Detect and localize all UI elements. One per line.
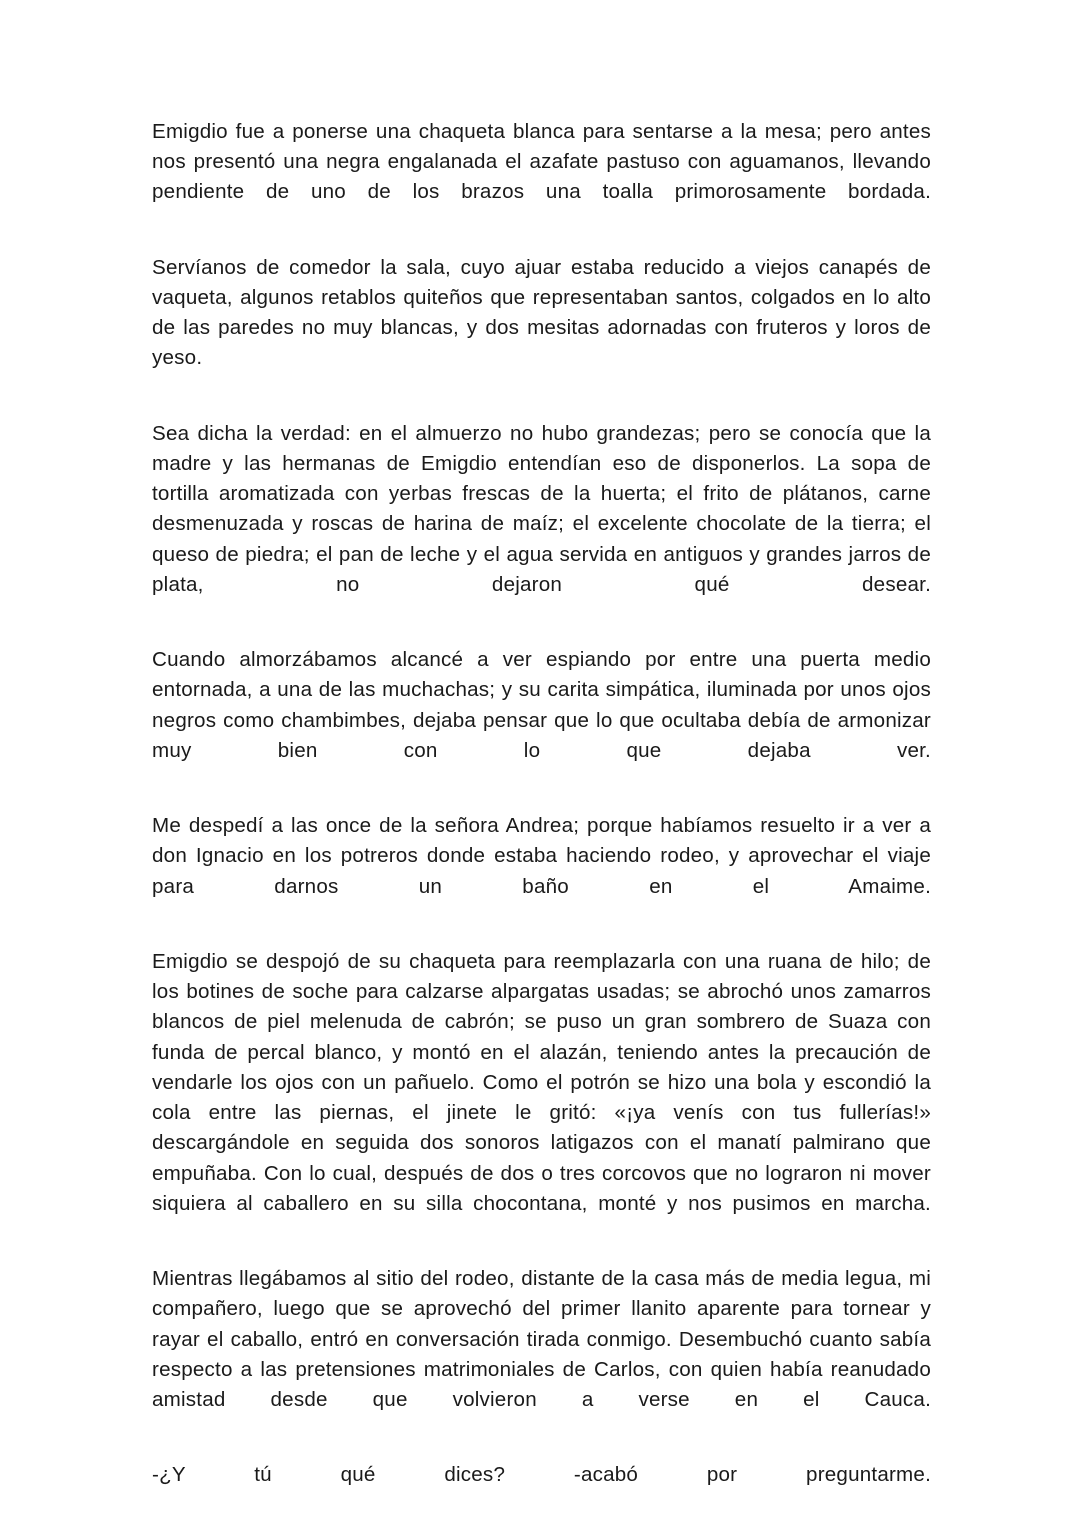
paragraph: Mientras llegábamos al sitio del rodeo, distante de la casa más de media legua, mi compañero, luego que se aprovechó del primer llanito aparente para tornear y rayar el caballo, entró en conversación tirada conmigo. Desembuchó cuanto sabía respecto a las pretensiones matrimoniales de Carlos, con quien había reanudado amistad desde que volvieron a verse en el Cauca. [152,1267,931,1411]
paragraph: Me despedí a las once de la señora Andrea; porque habíamos resuelto ir a ver a don Ignacio en los potreros donde estaba haciendo rodeo, y aprovechar el viaje para darnos un baño en el Amaime. [152,814,931,898]
paragraph: Emigdio fue a ponerse una chaqueta blanca para sentarse a la mesa; pero antes nos presentó una negra engalanada el azafate pastuso con aguamanos, llevando pendiente de uno de los brazos una toalla primorosamente bordada. [152,120,931,204]
paragraph: Servíanos de comedor la sala, cuyo ajuar estaba reducido a viejos canapés de vaqueta, algunos retablos quiteños que representaban santos, colgados en lo alto de las paredes no muy blancas, y dos mesitas adornadas con fruteros y loros de yeso. [152,255,931,370]
paragraph: Sea dicha la verdad: en el almuerzo no hubo grandezas; pero se conocía que la madre y las hermanas de Emigdio entendían eso de disponerlos. La sopa de tortilla aromatizada con yerbas frescas de la huerta; el frito de plátanos, carne desmenuzada y roscas de harina de maíz; el excelente chocolate de la tierra; el queso de piedra; el pan de leche y el agua servida en antiguos y grandes jarros de plata, no dejaron qué desear. [152,421,931,596]
paragraph: Emigdio se despojó de su chaqueta para reemplazarla con una ruana de hilo; de los botines de soche para calzarse alpargatas usadas; se abrochó unos zamarros blancos de piel melenuda de cabrón; se puso un gran sombrero de Suaza con funda de percal blanco, y montó en el alazán, teniendo antes la precaución de vendarle los ojos con un pañuelo. Como el potrón se hizo una bola y escondió la cola entre las piernas, el jinete le gritó: «¡ya venís con tus fullerías!» descargándole en seguida dos sonoros latigazos con el manatí palmirano que empuñaba. Con lo cual, después de dos o tres corcovos que no lograron ni mover siquiera al caballero en su silla chocontana, monté y nos pusimos en marcha. [152,950,931,1215]
paragraph: -¿Y tú qué dices? -acabó por preguntarme. [152,1463,931,1487]
text-column [152,117,931,1521]
paragraph: Cuando almorzábamos alcancé a ver espiando por entre una puerta medio entornada, a una de las muchachas; y su carita simpática, iluminada por unos ojos negros como chambimbes, dejaba pensar que lo que ocultaba debía de armonizar muy bien con lo que dejaba ver. [152,648,931,762]
